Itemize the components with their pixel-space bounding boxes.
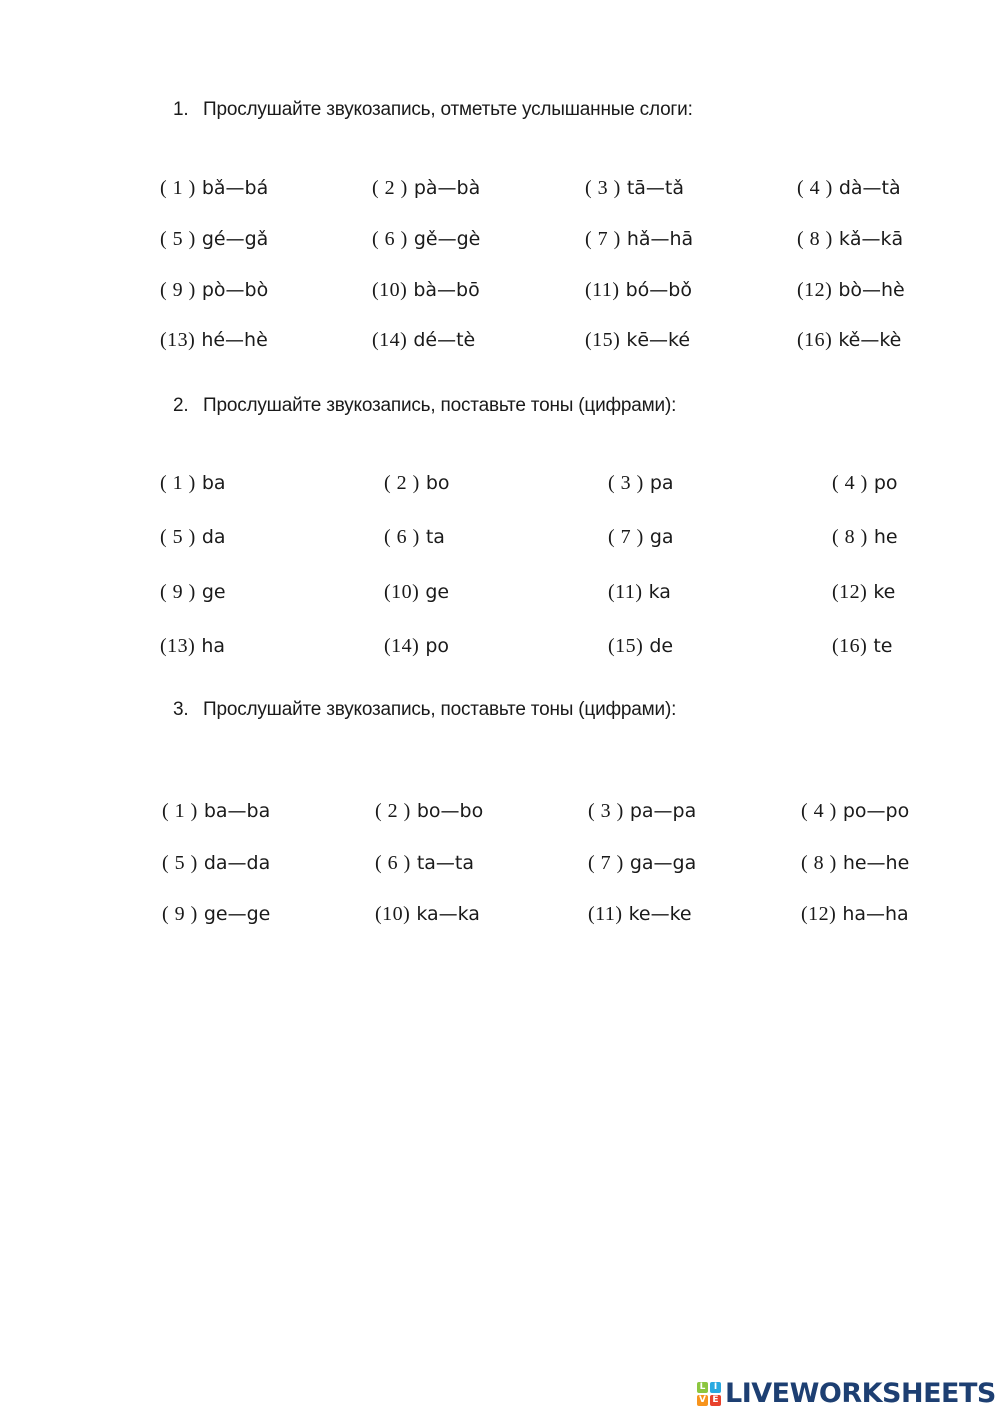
logo-block-v: V xyxy=(697,1395,708,1406)
ex1-item-12[interactable]: (12) bò—hè xyxy=(797,279,905,301)
ex1-item-13[interactable]: (13) hé—hè xyxy=(160,329,268,351)
ex3-item-8[interactable]: ( 8 ) he—he xyxy=(801,852,910,874)
ex1-item-8[interactable]: ( 8 ) kǎ—kā xyxy=(797,228,904,250)
ex2-item-1[interactable]: ( 1 ) ba xyxy=(160,472,226,494)
ex3-item-4[interactable]: ( 4 ) po—po xyxy=(801,800,910,822)
ex2-item-9[interactable]: ( 9 ) ge xyxy=(160,581,226,603)
ex3-item-3[interactable]: ( 3 ) pa—pa xyxy=(588,800,697,822)
exercise-1-title: Прослушайте звукозапись, отметьте услышанные слоги: xyxy=(203,99,693,120)
liveworksheets-logo[interactable] xyxy=(697,1378,996,1409)
ex2-item-8[interactable]: ( 8 ) he xyxy=(832,526,898,548)
ex1-item-6[interactable]: ( 6 ) gě—gè xyxy=(372,228,481,250)
ex2-item-3[interactable]: ( 3 ) pa xyxy=(608,472,674,494)
ex3-item-7[interactable]: ( 7 ) ga—ga xyxy=(588,852,697,874)
exercise-3-number: 3. xyxy=(173,699,189,720)
ex3-item-6[interactable]: ( 6 ) ta—ta xyxy=(375,852,475,874)
ex2-item-7[interactable]: ( 7 ) ga xyxy=(608,526,674,548)
ex2-item-6[interactable]: ( 6 ) ta xyxy=(384,526,445,548)
ex1-item-14[interactable]: (14) dé—tè xyxy=(372,329,476,351)
ex2-item-4[interactable]: ( 4 ) po xyxy=(832,472,898,494)
ex1-item-4[interactable]: ( 4 ) dà—tà xyxy=(797,177,901,199)
ex1-item-2[interactable]: ( 2 ) pà—bà xyxy=(372,177,481,199)
ex3-item-1[interactable]: ( 1 ) ba—ba xyxy=(162,800,271,822)
ex2-item-2[interactable]: ( 2 ) bo xyxy=(384,472,450,494)
ex1-item-3[interactable]: ( 3 ) tā—tǎ xyxy=(585,177,685,199)
exercise-1-number: 1. xyxy=(173,99,189,120)
live-blocks-icon xyxy=(697,1382,721,1406)
ex1-item-1[interactable]: ( 1 ) bǎ—bá xyxy=(160,177,269,199)
logo-text: LIVEWORKSHEETS xyxy=(725,1378,996,1409)
exercise-3-heading xyxy=(173,699,676,721)
ex1-item-7[interactable]: ( 7 ) hǎ—hā xyxy=(585,228,694,250)
exercise-1-heading xyxy=(173,99,693,121)
logo-block-l: L xyxy=(697,1382,708,1393)
ex2-item-13[interactable]: (13) ha xyxy=(160,635,226,657)
ex2-item-16[interactable]: (16) te xyxy=(832,635,893,657)
ex2-item-12[interactable]: (12) ke xyxy=(832,581,896,603)
ex1-item-5[interactable]: ( 5 ) gé—gǎ xyxy=(160,228,269,250)
ex3-item-9[interactable]: ( 9 ) ge—ge xyxy=(162,903,271,925)
ex3-item-12[interactable]: (12) ha—ha xyxy=(801,903,909,925)
ex3-item-10[interactable]: (10) ka—ka xyxy=(375,903,480,925)
ex1-item-15[interactable]: (15) kē—ké xyxy=(585,329,691,351)
ex2-item-14[interactable]: (14) po xyxy=(384,635,450,657)
logo-block-i: I xyxy=(710,1382,721,1393)
ex3-item-2[interactable]: ( 2 ) bo—bo xyxy=(375,800,484,822)
ex2-item-11[interactable]: (11) ka xyxy=(608,581,671,603)
ex1-item-11[interactable]: (11) bó—bǒ xyxy=(585,279,692,301)
exercise-2-heading xyxy=(173,395,676,417)
ex3-item-11[interactable]: (11) ke—ke xyxy=(588,903,692,925)
ex2-item-5[interactable]: ( 5 ) da xyxy=(160,526,226,548)
ex1-item-9[interactable]: ( 9 ) pò—bò xyxy=(160,279,269,301)
ex2-item-10[interactable]: (10) ge xyxy=(384,581,450,603)
exercise-2-title: Прослушайте звукозапись, поставьте тоны (цифрами): xyxy=(203,395,677,416)
logo-block-e: E xyxy=(710,1395,721,1406)
ex3-item-5[interactable]: ( 5 ) da—da xyxy=(162,852,271,874)
ex2-item-15[interactable]: (15) de xyxy=(608,635,674,657)
exercise-3-title: Прослушайте звукозапись, поставьте тоны (цифрами): xyxy=(203,699,677,720)
ex1-item-16[interactable]: (16) kě—kè xyxy=(797,329,902,351)
ex1-item-10[interactable]: (10) bà—bō xyxy=(372,279,480,301)
exercise-2-number: 2. xyxy=(173,395,189,416)
